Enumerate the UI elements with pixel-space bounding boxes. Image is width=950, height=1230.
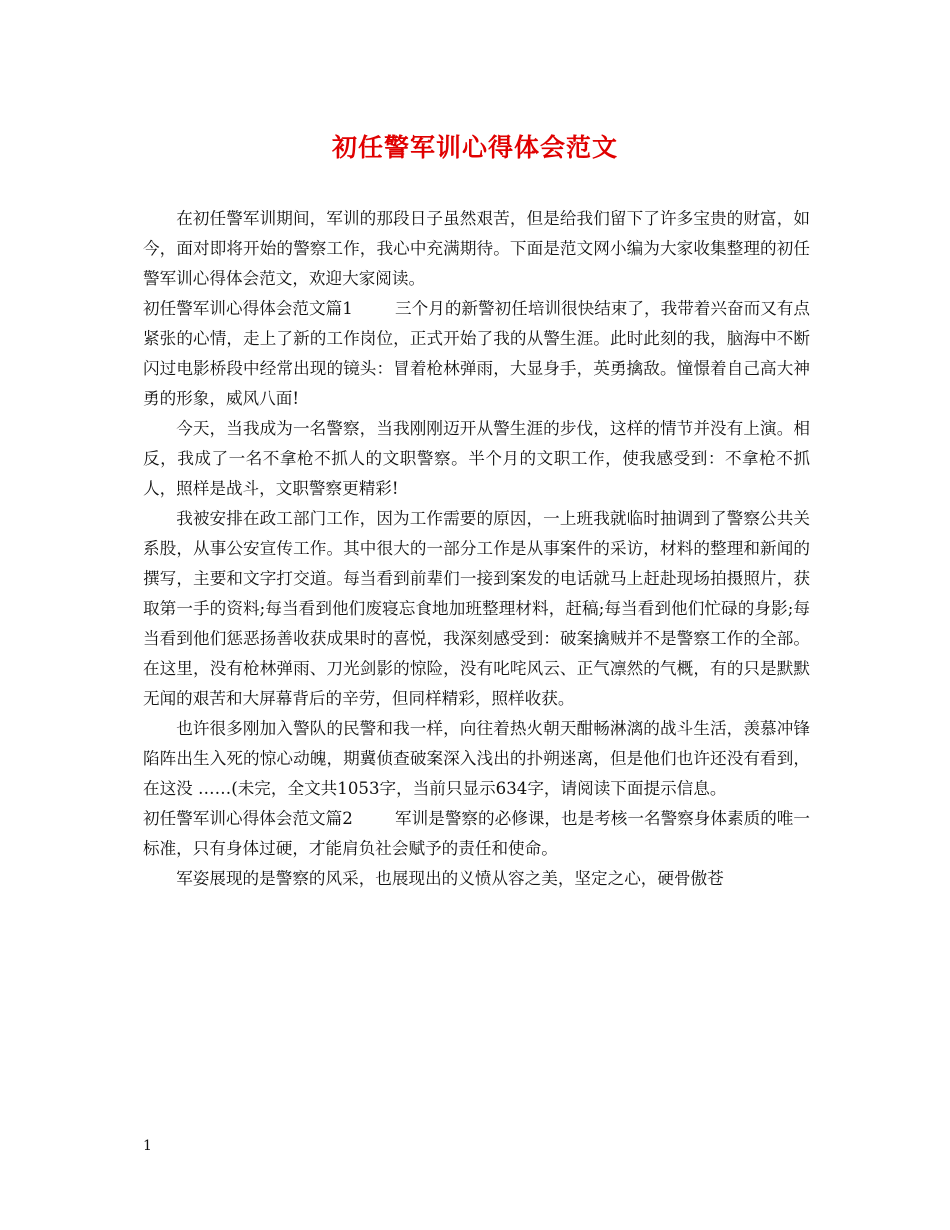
section-2-text: 军训是警察的必修课，也是考核一名警察身体素质的唯一标准，只有身体过硬，才能肩负社会赋予的责任和使命。 [143,809,811,858]
body-paragraph-2: 我被安排在政工部门工作，因为工作需要的原因，一上班我就临时抽调到了警察公共关系股，从事公安宣传工作。其中很大的一部分工作是从事案件的采访，材料的整理和新闻的撰写，主要和文字打交道。每当看到前辈们一接到案发的电话就马上赶赴现场拍摄照片，获取第一手的资料;每当看到他们废寝忘食地加班整理材料，赶稿;每当看到他们忙碌的身影;每当看到他们惩恶扬善收获成果时的喜悦，我深刻感受到：破案擒贼并不是警察工作的全部。在这里，没有枪林弹雨、刀光剑影的惊险，没有叱咤风云、正气凛然的气概，有的只是默默无闻的艰苦和大屏幕背后的辛劳，但同样精彩，照样收获。 [143,509,810,708]
document-title: 初任警军训心得体会范文 [331,133,618,162]
heading-spacer [353,299,395,318]
page-number: 1 [143,1138,152,1154]
body-paragraph-3: 也许很多刚加入警队的民警和我一样，向往着热火朝天酣畅淋漓的战斗生活，羡慕冲锋陷阵出生入死的惊心动魄，期冀侦查破案深入浅出的扑朔迷离，但是他们也许还没有看到，在这没 ……(未完，全文共1053字，当前只显示634字，请阅读下面提示信息。 [143,719,810,798]
section-2-paragraph [143,804,810,864]
last-paragraph: 军姿展现的是警察的风采，也展现出的义愤从容之美，坚定之心，硬骨傲苍 [176,869,724,888]
heading-spacer [353,809,395,828]
section-1-paragraph [143,294,810,414]
body-paragraph-1: 今天，当我成为一名警察，当我刚刚迈开从警生涯的步伐，这样的情节并没有上演。相反，我成了一名不拿枪不抓人的文职警察。半个月的文职工作，使我感受到：不拿枪不抓人，照样是战斗，文职警察更精彩! [143,419,810,498]
document-body [143,204,810,894]
section-2-heading: 初任警军训心得体会范文篇2 [143,809,353,828]
section-1-heading: 初任警军训心得体会范文篇1 [143,299,353,318]
intro-paragraph: 在初任警军训期间，军训的那段日子虽然艰苦，但是给我们留下了许多宝贵的财富，如今，面对即将开始的警察工作，我心中充满期待。下面是范文网小编为大家收集整理的初任警军训心得体会范文，欢迎大家阅读。 [143,209,810,288]
section-1-text: 三个月的新警初任培训很快结束了，我带着兴奋而又有点紧张的心情，走上了新的工作岗位，正式开始了我的从警生涯。此时此刻的我，脑海中不断闪过电影桥段中经常出现的镜头：冒着枪林弹雨，大显身手，英勇擒敌。憧憬着自己高大神勇的形象，威风八面! [143,299,811,408]
